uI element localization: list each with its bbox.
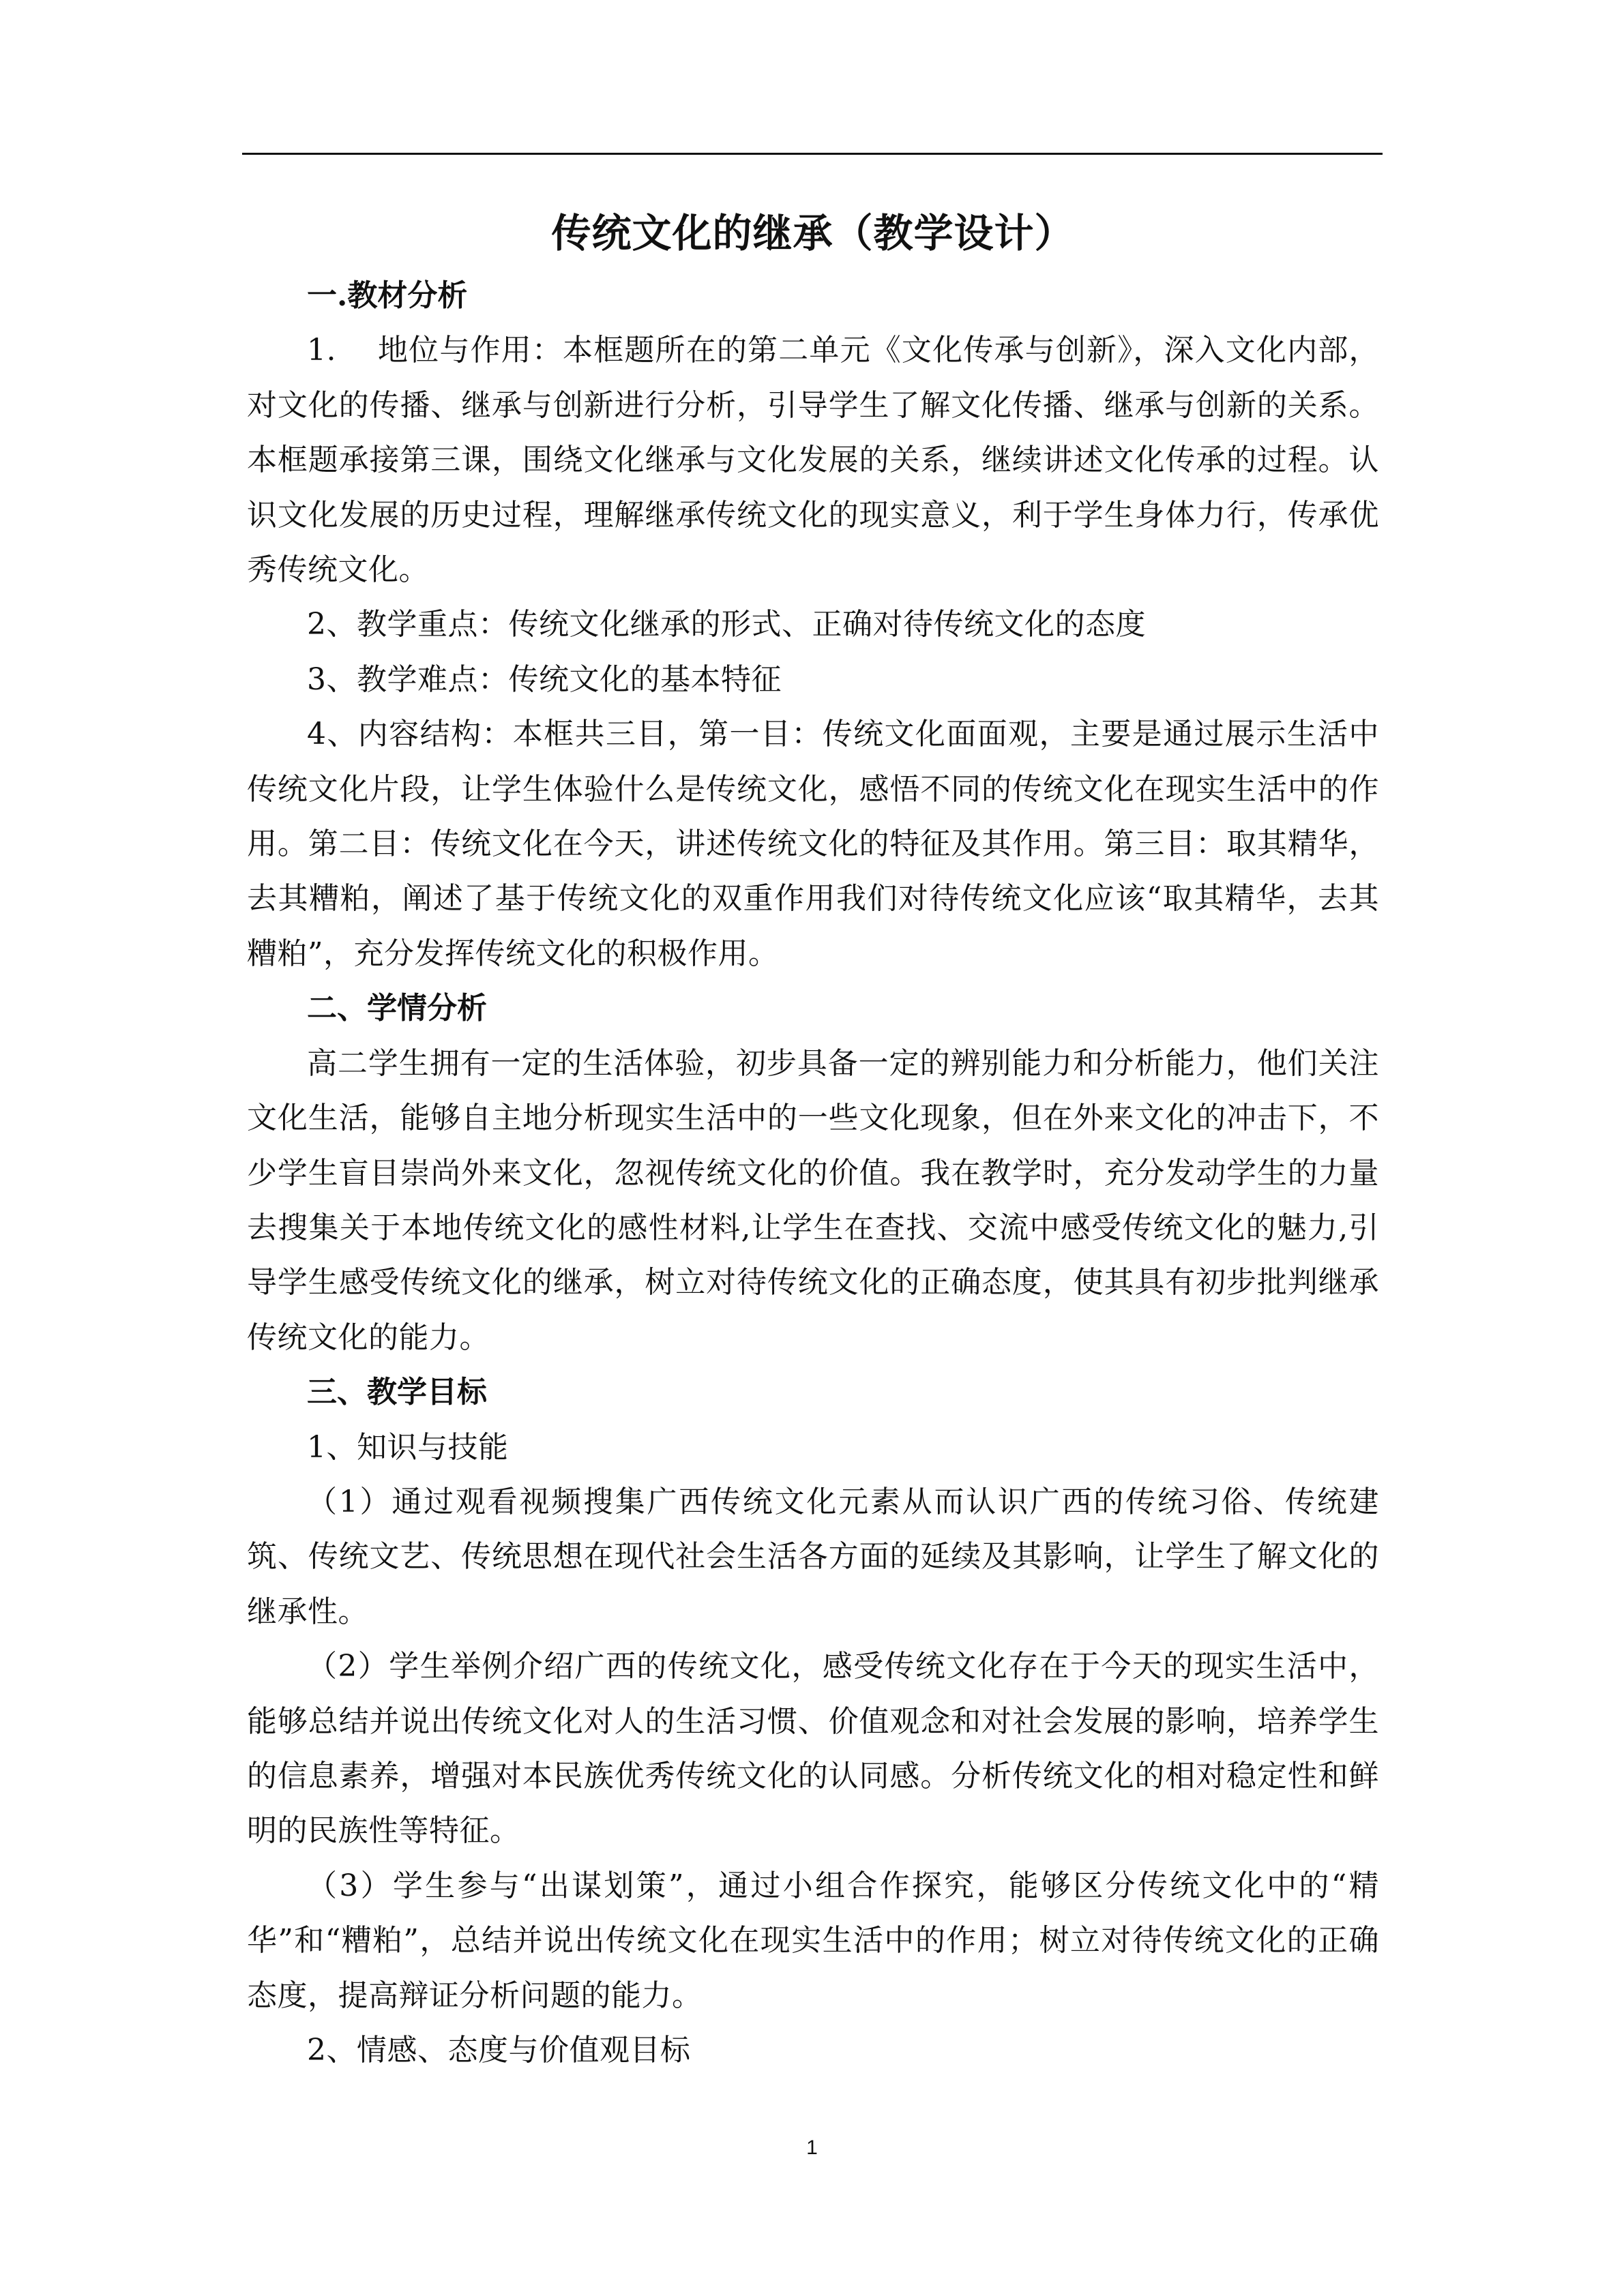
page-number: 1 <box>806 2136 818 2159</box>
section-heading-textbook-analysis: 一.教材分析 <box>307 278 468 313</box>
paragraph-position-role: 1. 地位与作用：本框题所在的第二单元《文化传承与创新》，深入文化内部，对文化的传播、继承与创新进行分析，引导学生了解文化传播、继承与创新的关系。本框题承接第三课，围绕文化继承与文化发展的关系，继续讲述文化传承的过程。认识文化发展的历史过程，理解继承传统文化的现实意义，利于学生身体力行，传承优秀传统文化。 <box>247 333 1379 588</box>
section-heading-teaching-goals: 三、教学目标 <box>307 1375 487 1410</box>
document-title: 传统文化的继承（教学设计） <box>551 210 1075 256</box>
header-rule <box>242 153 1383 155</box>
paragraph-content-structure: 4、内容结构：本框共三目，第一目：传统文化面面观，主要是通过展示生活中传统文化片段，让学生体验什么是传统文化，感悟不同的传统文化在现实生活中的作用。第二目：传统文化在今天，讲述传统文化的特征及其作用。第三目：取其精华，去其糟粕，阐述了基于传统文化的双重作用我们对待传统文化应该“取其精华，去其糟粕”，充分发挥传统文化的积极作用。 <box>247 717 1379 971</box>
subheading-emotion-values: 2、情感、态度与价值观目标 <box>307 2033 691 2068</box>
paragraph-difficulties: 3、教学难点：传统文化的基本特征 <box>307 661 782 697</box>
section-heading-learner-analysis: 二、学情分析 <box>307 991 487 1026</box>
paragraph-goal-3: （3）学生参与“出谋划策”，通过小组合作探究，能够区分传统文化中的“精华”和“糟粕”，总结并说出传统文化在现实生活中的作用；树立对待传统文化的正确态度，提高辩证分析问题的能力。 <box>247 1868 1379 2013</box>
paragraph-goal-1: （1）通过观看视频搜集广西传统文化元素从而认识广西的传统习俗、传统建筑、传统文艺、传统思想在现代社会生活各方面的延续及其影响，让学生了解文化的继承性。 <box>247 1484 1379 1629</box>
paragraph-learner-analysis: 高二学生拥有一定的生活体验，初步具备一定的辨别能力和分析能力，他们关注文化生活，能够自主地分析现实生活中的一些文化现象，但在外来文化的冲击下，不少学生盲目崇尚外来文化，忽视传统文化的价值。我在教学时，充分发动学生的力量去搜集关于本地传统文化的感性材料,让学生在查找、交流中感受传统文化的魅力,引导学生感受传统文化的继承，树立对待传统文化的正确态度，使其具有初步批判继承传统文化的能力。 <box>247 1045 1379 1355</box>
document-body <box>247 198 1379 2078</box>
paragraph-key-points: 2、教学重点：传统文化继承的形式、正确对待传统文化的态度 <box>307 607 1146 642</box>
subheading-knowledge-skills: 1、知识与技能 <box>307 1429 509 1465</box>
paragraph-goal-2: （2）学生举例介绍广西的传统文化，感受传统文化存在于今天的现实生活中，能够总结并说出传统文化对人的生活习惯、价值观念和对社会发展的影响，培养学生的信息素养，增强对本民族优秀传统文化的认同感。分析传统文化的相对稳定性和鲜明的民族性等特征。 <box>247 1649 1379 1849</box>
